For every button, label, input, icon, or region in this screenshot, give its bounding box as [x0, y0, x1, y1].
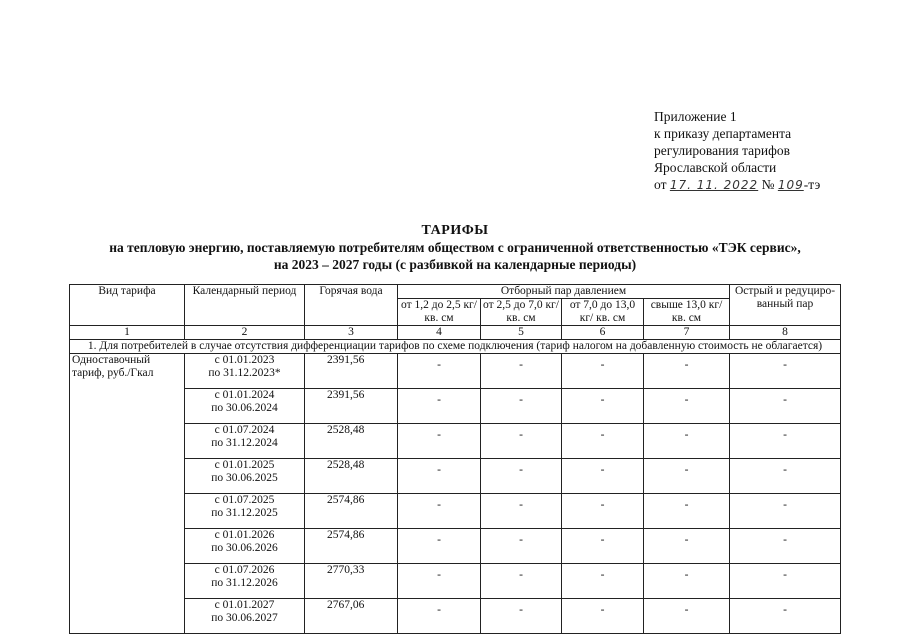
- period-to: по 31.12.2024: [211, 437, 278, 449]
- title-main: ТАРИФЫ: [421, 223, 489, 238]
- value-cell: -: [481, 564, 562, 599]
- period-from: с 01.01.2024: [214, 389, 275, 401]
- period-from: с 01.01.2026: [214, 529, 275, 541]
- title-line-3: на 2023 – 2027 годы (с разбивкой на календарные периоды): [273, 257, 637, 272]
- header-row-1: [70, 285, 841, 299]
- value-cell: -: [730, 389, 841, 424]
- section-title: 1. Для потребителей в случае отсутствия дифференциации тарифов по схеме подключения (тариф налогом на добавленную стоимость не облагается): [70, 340, 841, 354]
- handwritten-date: 17. 11. 2022: [669, 178, 759, 192]
- period-to: по 30.06.2025: [211, 472, 278, 484]
- column-number: 1: [70, 326, 185, 340]
- column-number-row: [70, 326, 841, 340]
- value-cell: -: [730, 599, 841, 634]
- period-from: с 01.01.2023: [214, 354, 275, 366]
- hot-water-value: 2574,86: [305, 529, 398, 564]
- value-cell: -: [481, 354, 562, 389]
- value-cell: -: [398, 389, 481, 424]
- value-cell: -: [730, 494, 841, 529]
- hot-water-value: 2391,56: [305, 354, 398, 389]
- hot-water-value: 2770,33: [305, 564, 398, 599]
- tariff-label: Одноставочный тариф, руб./Гкал: [70, 354, 185, 634]
- period-cell: [185, 354, 305, 389]
- period-to: по 30.06.2027: [211, 612, 278, 624]
- value-cell: -: [481, 389, 562, 424]
- value-cell: -: [562, 459, 644, 494]
- value-cell: -: [481, 424, 562, 459]
- period-to: по 31.12.2026: [211, 577, 278, 589]
- header-hot-water: Горячая вода: [305, 285, 398, 326]
- value-cell: -: [562, 424, 644, 459]
- value-cell: -: [644, 529, 730, 564]
- table-row: [70, 459, 841, 494]
- period-from: с 01.01.2027: [214, 599, 275, 611]
- number-sign: №: [761, 177, 775, 192]
- column-number: 4: [398, 326, 481, 340]
- hot-water-value: 2767,06: [305, 599, 398, 634]
- hot-water-value: 2391,56: [305, 389, 398, 424]
- value-cell: -: [644, 354, 730, 389]
- value-cell: -: [730, 564, 841, 599]
- period-cell: [185, 459, 305, 494]
- hot-water-value: 2528,48: [305, 424, 398, 459]
- number-suffix: -тэ: [803, 177, 821, 192]
- header-steam-3: от 7,0 до 13,0 кг/ кв. см: [562, 299, 644, 326]
- value-cell: -: [562, 354, 644, 389]
- column-number: 8: [730, 326, 841, 340]
- period-cell: [185, 529, 305, 564]
- value-cell: -: [730, 424, 841, 459]
- value-cell: -: [398, 354, 481, 389]
- handwritten-number: 109: [777, 178, 804, 192]
- column-number: 5: [481, 326, 562, 340]
- header-steam: Отборный пар давлением: [398, 285, 730, 299]
- value-cell: -: [398, 424, 481, 459]
- appendix-block: [654, 108, 820, 194]
- value-cell: -: [562, 529, 644, 564]
- table-row: [70, 354, 841, 389]
- table-row: [70, 494, 841, 529]
- period-to: по 30.06.2026: [211, 542, 278, 554]
- table-row: [70, 564, 841, 599]
- value-cell: -: [644, 494, 730, 529]
- value-cell: -: [398, 529, 481, 564]
- document-title: [60, 222, 850, 273]
- value-cell: -: [398, 494, 481, 529]
- period-to: по 31.12.2025: [211, 507, 278, 519]
- appendix-line-4: Ярославской области: [654, 160, 777, 175]
- header-steam-4: свыше 13,0 кг/ кв. см: [644, 299, 730, 326]
- appendix-line-3: регулирования тарифов: [654, 143, 791, 158]
- period-from: с 01.01.2025: [214, 459, 275, 471]
- value-cell: -: [730, 529, 841, 564]
- column-number: 3: [305, 326, 398, 340]
- period-to: по 31.12.2023*: [208, 367, 281, 379]
- header-tariff-type: Вид тарифа: [70, 285, 185, 326]
- value-cell: -: [644, 389, 730, 424]
- table-row: [70, 424, 841, 459]
- table-row: [70, 599, 841, 634]
- hot-water-value: 2528,48: [305, 459, 398, 494]
- header-sharp-steam: Острый и редуциро-ванный пар: [730, 285, 841, 326]
- appendix-line-2: к приказу департамента: [654, 126, 792, 141]
- period-cell: [185, 564, 305, 599]
- value-cell: -: [562, 599, 644, 634]
- value-cell: -: [562, 389, 644, 424]
- appendix-line-1: Приложение 1: [654, 109, 737, 124]
- header-steam-2: от 2,5 до 7,0 кг/ кв. см: [481, 299, 562, 326]
- table-row: [70, 389, 841, 424]
- value-cell: -: [481, 494, 562, 529]
- period-cell: [185, 599, 305, 634]
- value-cell: -: [481, 529, 562, 564]
- period-cell: [185, 389, 305, 424]
- value-cell: -: [562, 494, 644, 529]
- period-cell: [185, 494, 305, 529]
- value-cell: -: [644, 564, 730, 599]
- period-cell: [185, 424, 305, 459]
- period-from: с 01.07.2024: [214, 424, 275, 436]
- date-prefix: от: [654, 177, 667, 192]
- value-cell: -: [730, 459, 841, 494]
- header-steam-1: от 1,2 до 2,5 кг/ кв. см: [398, 299, 481, 326]
- value-cell: -: [562, 564, 644, 599]
- period-from: с 01.07.2026: [214, 564, 275, 576]
- header-period: Календарный период: [185, 285, 305, 326]
- section-row: [70, 340, 841, 354]
- period-to: по 30.06.2024: [211, 402, 278, 414]
- period-from: с 01.07.2025: [214, 494, 275, 506]
- table-row: [70, 529, 841, 564]
- column-number: 7: [644, 326, 730, 340]
- appendix-date-line: [654, 176, 820, 194]
- value-cell: -: [398, 459, 481, 494]
- tariff-table: [69, 284, 841, 634]
- value-cell: -: [730, 354, 841, 389]
- value-cell: -: [644, 459, 730, 494]
- column-number: 2: [185, 326, 305, 340]
- column-number: 6: [562, 326, 644, 340]
- value-cell: -: [398, 599, 481, 634]
- value-cell: -: [398, 564, 481, 599]
- value-cell: -: [644, 599, 730, 634]
- value-cell: -: [481, 599, 562, 634]
- title-line-2: на тепловую энергию, поставляемую потребителям обществом с ограниченной ответственностью «ТЭК сервис»,: [109, 240, 801, 255]
- hot-water-value: 2574,86: [305, 494, 398, 529]
- value-cell: -: [481, 459, 562, 494]
- value-cell: -: [644, 424, 730, 459]
